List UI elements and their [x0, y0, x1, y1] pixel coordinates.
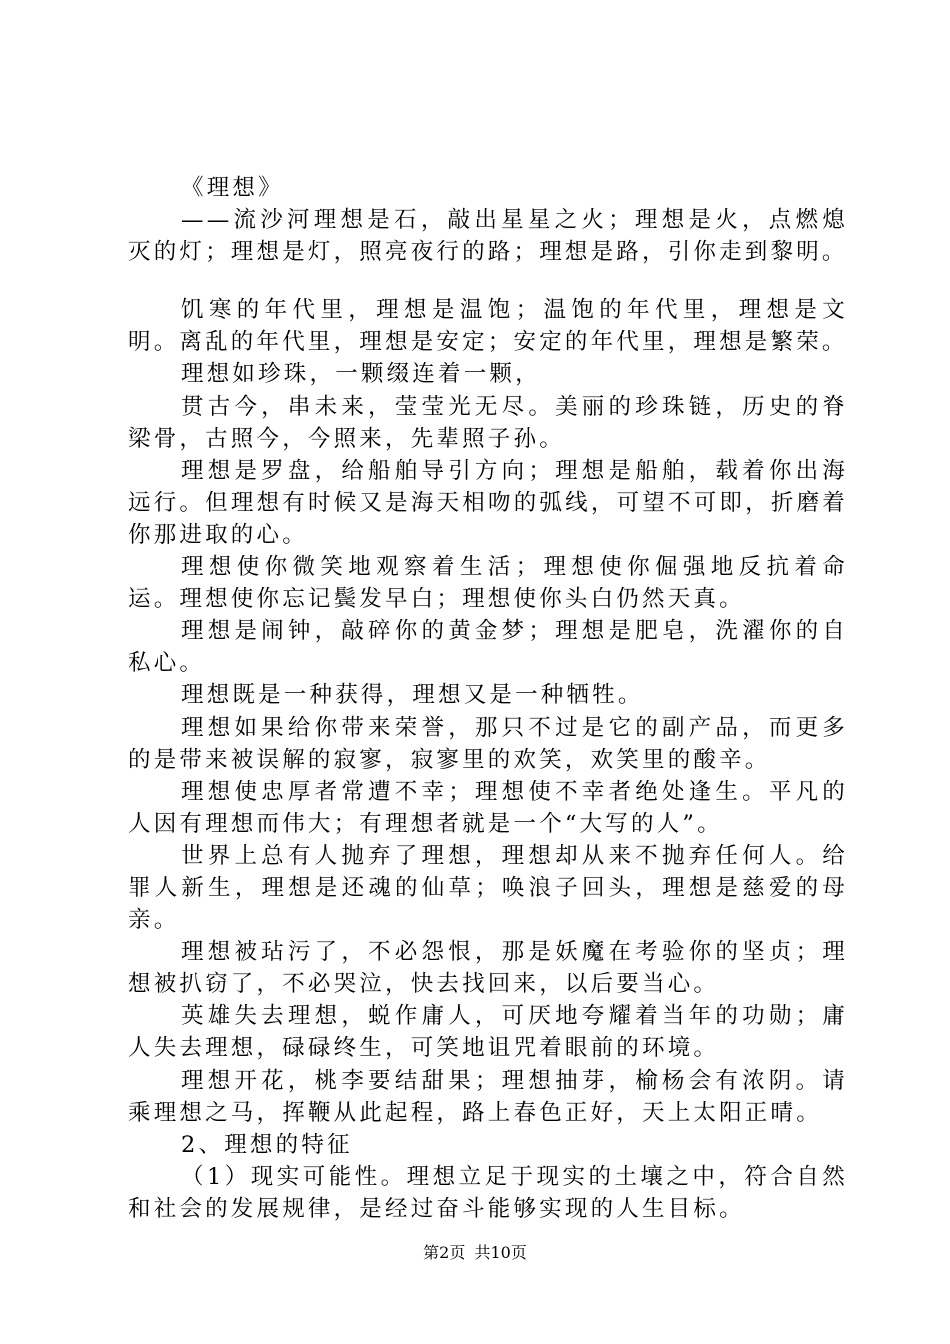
paragraph: 理想使你微笑地观察着生活；理想使你倔强地反抗着命运。理想使你忘记鬓发早白；理想使你头白仍然天真。 — [128, 554, 848, 613]
paragraph: ——流沙河理想是石，敲出星星之火；理想是火，点燃熄灭的灯；理想是灯，照亮夜行的路；理想是路，引你走到黎明。 — [128, 207, 848, 266]
paragraph: 理想开花，桃李要结甜果；理想抽芽，榆杨会有浓阴。请乘理想之马，挥鞭从此起程，路上春色正好，天上太阳正晴。 — [128, 1067, 848, 1126]
document-title: 《理想》 — [181, 175, 284, 201]
paragraph: 贯古今，串未来，莹莹光无尽。美丽的珍珠链，历史的脊梁骨，古照今，今照来，先辈照子孙。 — [128, 393, 848, 452]
section-heading: 2、理想的特征 — [181, 1131, 353, 1158]
page-number: 第2页 — [423, 1243, 466, 1262]
paragraph: 理想是闹钟，敲碎你的黄金梦；理想是肥皂，洗濯你的自私心。 — [128, 618, 848, 677]
paragraph: 英雄失去理想，蜕作庸人，可厌地夸耀着当年的功勋；庸人失去理想，碌碌终生，可笑地诅咒着眼前的环境。 — [128, 1003, 848, 1062]
paragraph: 理想既是一种获得，理想又是一种牺牲。 — [181, 682, 644, 709]
paragraph-gap — [128, 268, 848, 294]
paragraph: 理想如果给你带来荣誉，那只不过是它的副产品，而更多的是带来被误解的寂寥，寂寥里的欢笑，欢笑里的酸辛。 — [128, 714, 848, 773]
paragraph: 理想如珍珠，一颗缀连着一颗， — [181, 361, 541, 388]
paragraph: （1）现实可能性。理想立足于现实的土壤之中，符合自然和社会的发展规律，是经过奋斗能够实现的人生目标。 — [128, 1163, 848, 1222]
paragraph: 理想使忠厚者常遭不幸；理想使不幸者绝处逢生。平凡的人因有理想而伟大；有理想者就是一个“大写的人”。 — [128, 778, 848, 837]
page-total: 共10页 — [474, 1243, 527, 1262]
paragraph: 理想是罗盘，给船舶导引方向；理想是船舶，载着你出海远行。但理想有时候又是海天相吻的弧线，可望不可即，折磨着你那进取的心。 — [128, 457, 848, 548]
document-body — [128, 172, 848, 1225]
paragraph: 理想被玷污了，不必怨恨，那是妖魔在考验你的坚贞；理想被扒窃了，不必哭泣，快去找回来，以后要当心。 — [128, 939, 848, 998]
paragraph: 世界上总有人抛弃了理想，理想却从来不抛弃任何人。给罪人新生，理想是还魂的仙草；唤浪子回头，理想是慈爱的母亲。 — [128, 842, 848, 934]
page-footer — [0, 1240, 950, 1263]
paragraph: 饥寒的年代里，理想是温饱；温饱的年代里，理想是文明。离乱的年代里，理想是安定；安定的年代里，理想是繁荣。 — [128, 297, 848, 356]
